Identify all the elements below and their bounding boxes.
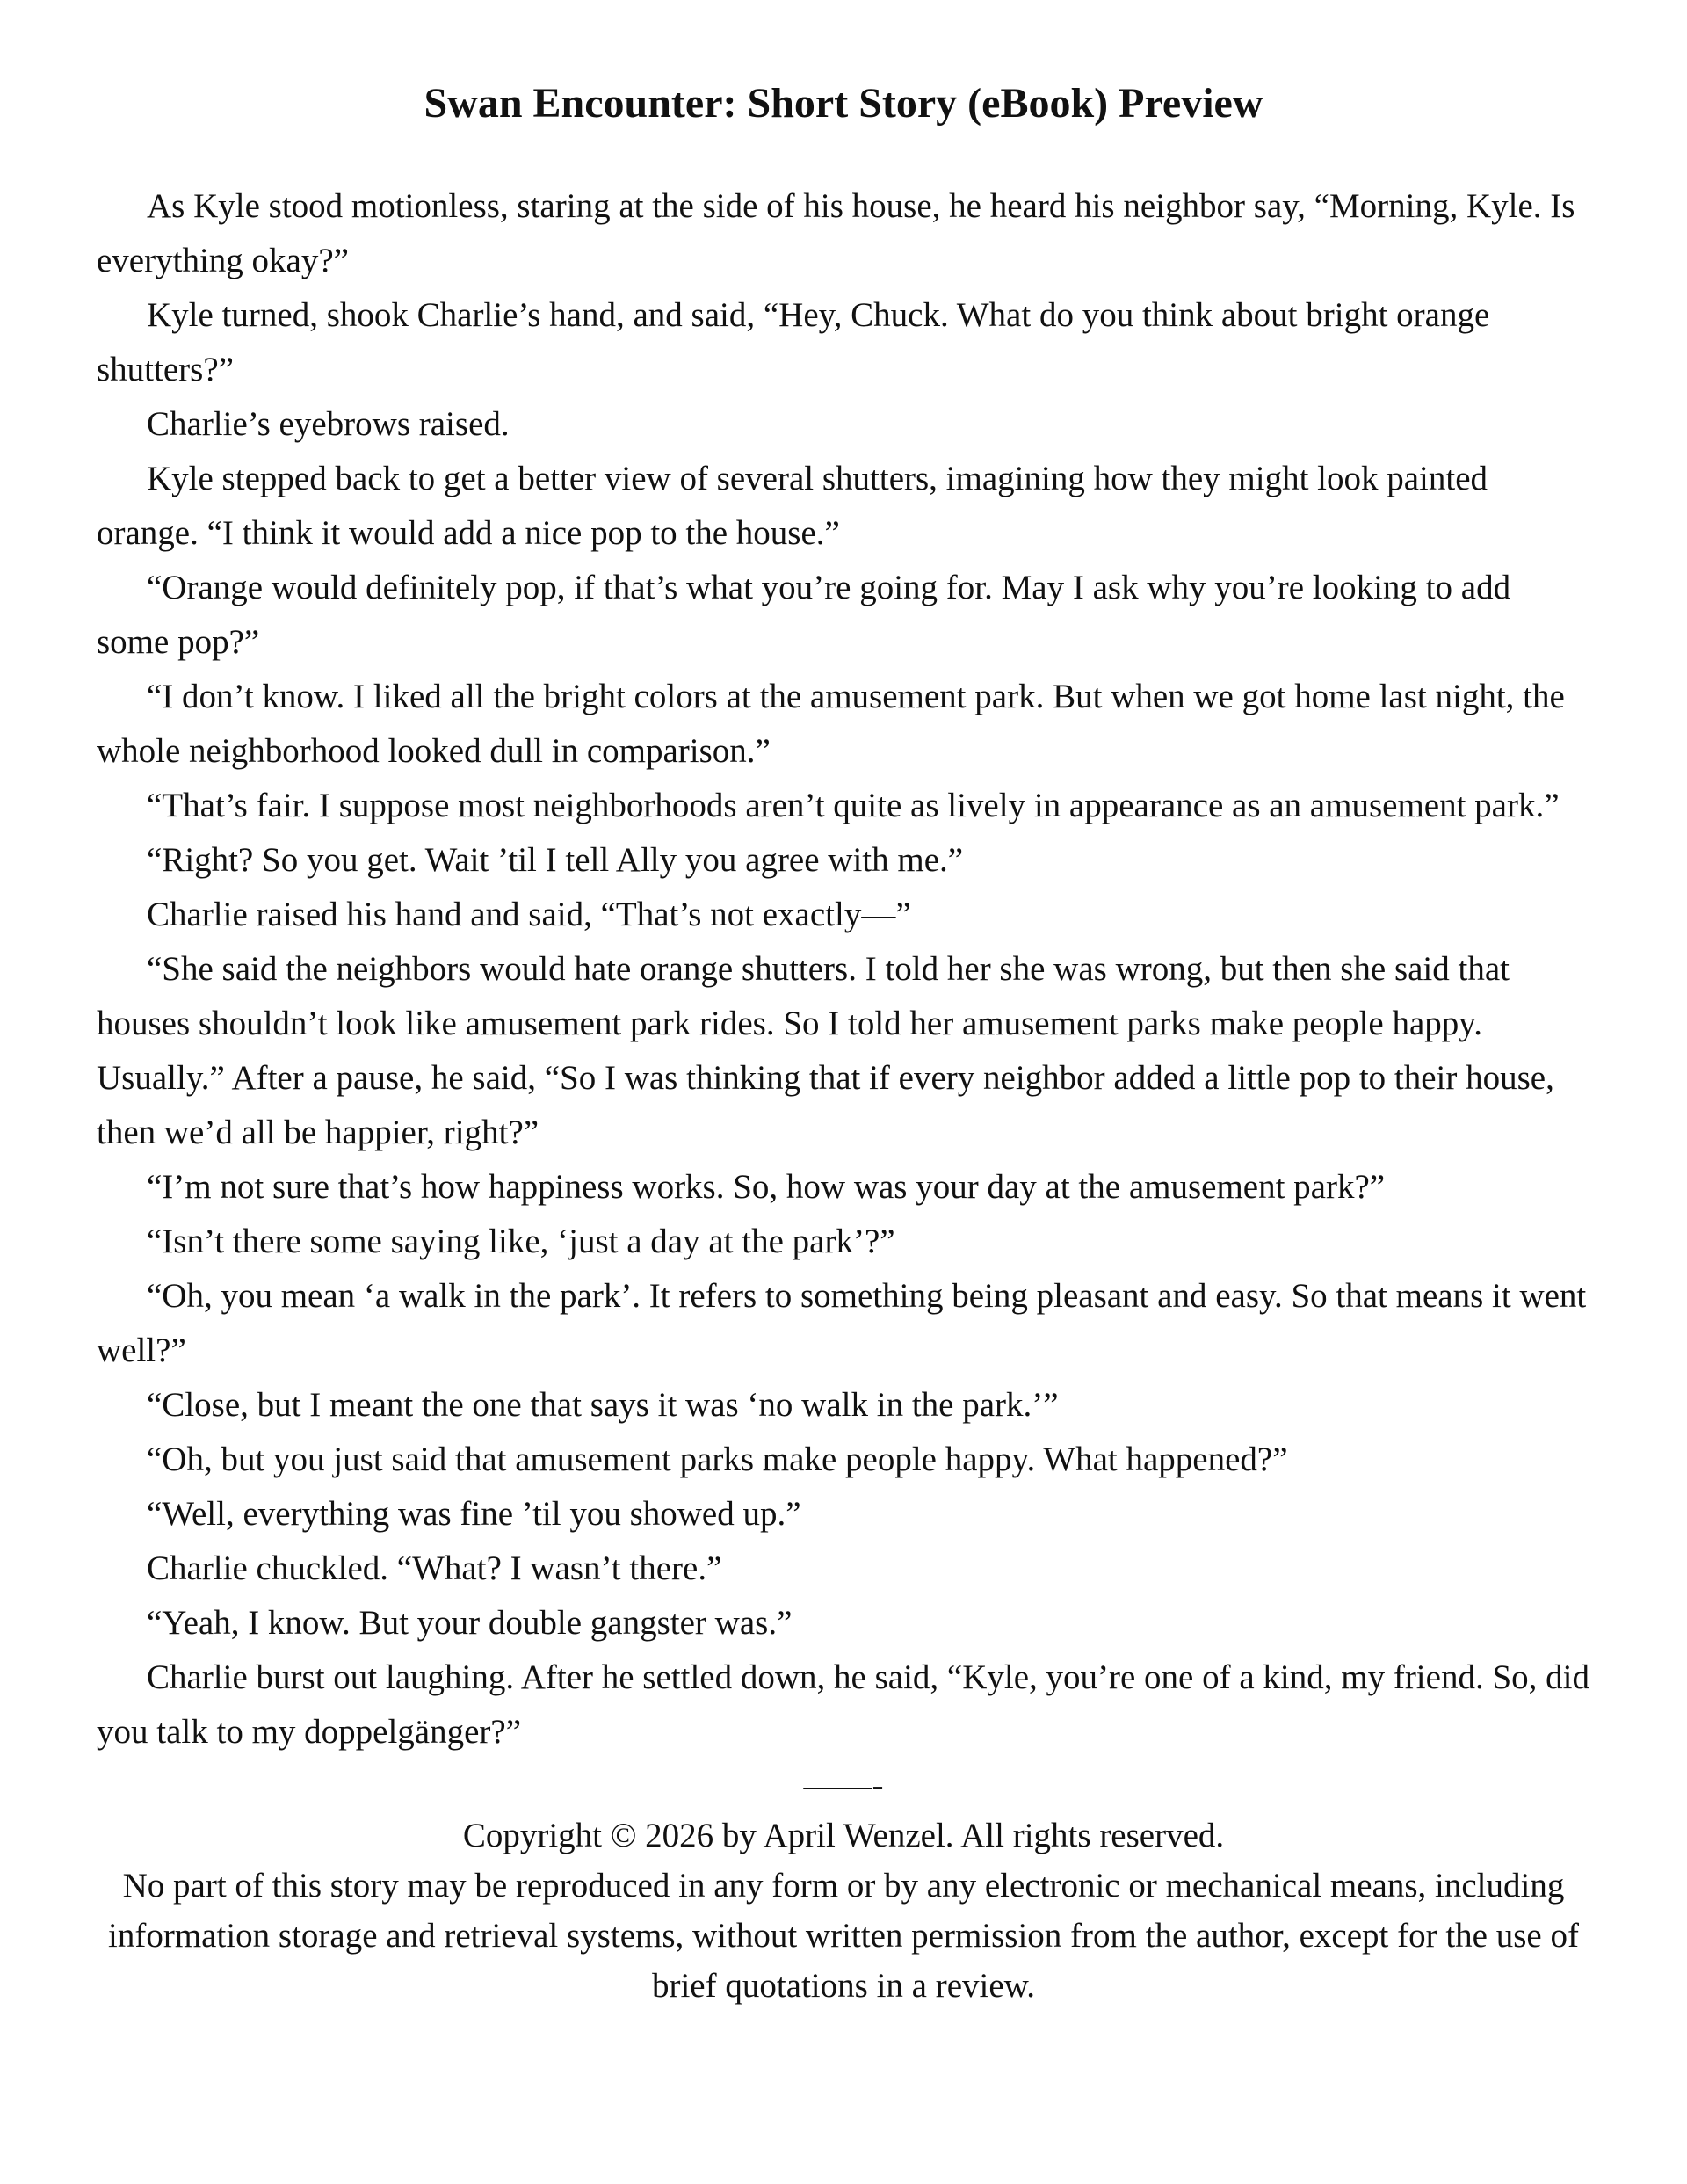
document-title: Swan Encounter: Short Story (eBook) Preview (424, 80, 1263, 127)
story-paragraph: “Oh, but you just said that amusement parks make people happy. What happened?” (147, 1440, 1288, 1478)
story-paragraph: “That’s fair. I suppose most neighborhoods aren’t quite as lively in appearance as an amusement park.” (147, 787, 1560, 824)
story-paragraph: “I don’t know. I liked all the bright colors at the amusement park. But when we got home last night, the whole neighborhood looked dull in comparison.” (97, 678, 1565, 770)
story-paragraph: “Yeah, I know. But your double gangster was.” (147, 1604, 793, 1642)
story-paragraph: “Isn’t there some saying like, ‘just a day at the park’?” (147, 1223, 895, 1260)
story-paragraph: Kyle stepped back to get a better view of several shutters, imagining how they might look painted orange. “I think it would add a nice pop to the house.” (97, 460, 1488, 552)
rights-notice: No part of this story may be reproduced in any form or by any electronic or mechanical means, including information storage and retrieval systems, without written permission from the author, except for the use of brief quotations in a review. (108, 1867, 1579, 2005)
story-paragraph: Charlie’s eyebrows raised. (147, 405, 510, 443)
story-paragraph: Charlie burst out laughing. After he settled down, he said, “Kyle, you’re one of a kind, my friend. So, did you talk to my doppelgänger?” (97, 1658, 1589, 1751)
story-paragraph: As Kyle stood motionless, staring at the side of his house, he heard his neighbor say, “Morning, Kyle. Is everything okay?” (97, 187, 1575, 279)
story-paragraph: Charlie chuckled. “What? I wasn’t there.” (147, 1549, 722, 1587)
story-paragraph: “She said the neighbors would hate orange shutters. I told her she was wrong, but then she said that houses shouldn’t look like amusement park rides. So I told her amusement parks make people happy. Usually.” After a pause, he said, “So I was thinking that if every neighbor added a little pop to their house, then we’d all be happier, right?” (97, 950, 1554, 1151)
story-paragraph: “Orange would definitely pop, if that’s what you’re going for. May I ask why you’re looking to add some pop?” (97, 569, 1511, 661)
story-paragraph: Kyle turned, shook Charlie’s hand, and said, “Hey, Chuck. What do you think about bright orange shutters?” (97, 296, 1490, 388)
story-paragraph: “I’m not sure that’s how happiness works. So, how was your day at the amusement park?” (147, 1168, 1386, 1206)
copyright-block (97, 1810, 1590, 2011)
story-paragraph: “Well, everything was fine ’til you showed up.” (147, 1495, 801, 1533)
story-paragraph: “Oh, you mean ‘a walk in the park’. It refers to something being pleasant and easy. So that means it went well?” (97, 1277, 1587, 1369)
story-paragraph: “Close, but I meant the one that says it was ‘no walk in the park.’” (147, 1386, 1059, 1424)
story-paragraph: Charlie raised his hand and said, “That’s not exactly—” (147, 896, 911, 933)
section-divider: ——- (803, 1767, 884, 1804)
story-paragraph: “Right? So you get. Wait ’til I tell Ally you agree with me.” (147, 841, 964, 879)
copyright-line: Copyright © 2026 by April Wenzel. All rights reserved. (462, 1817, 1225, 1854)
story-body (97, 179, 1590, 1760)
